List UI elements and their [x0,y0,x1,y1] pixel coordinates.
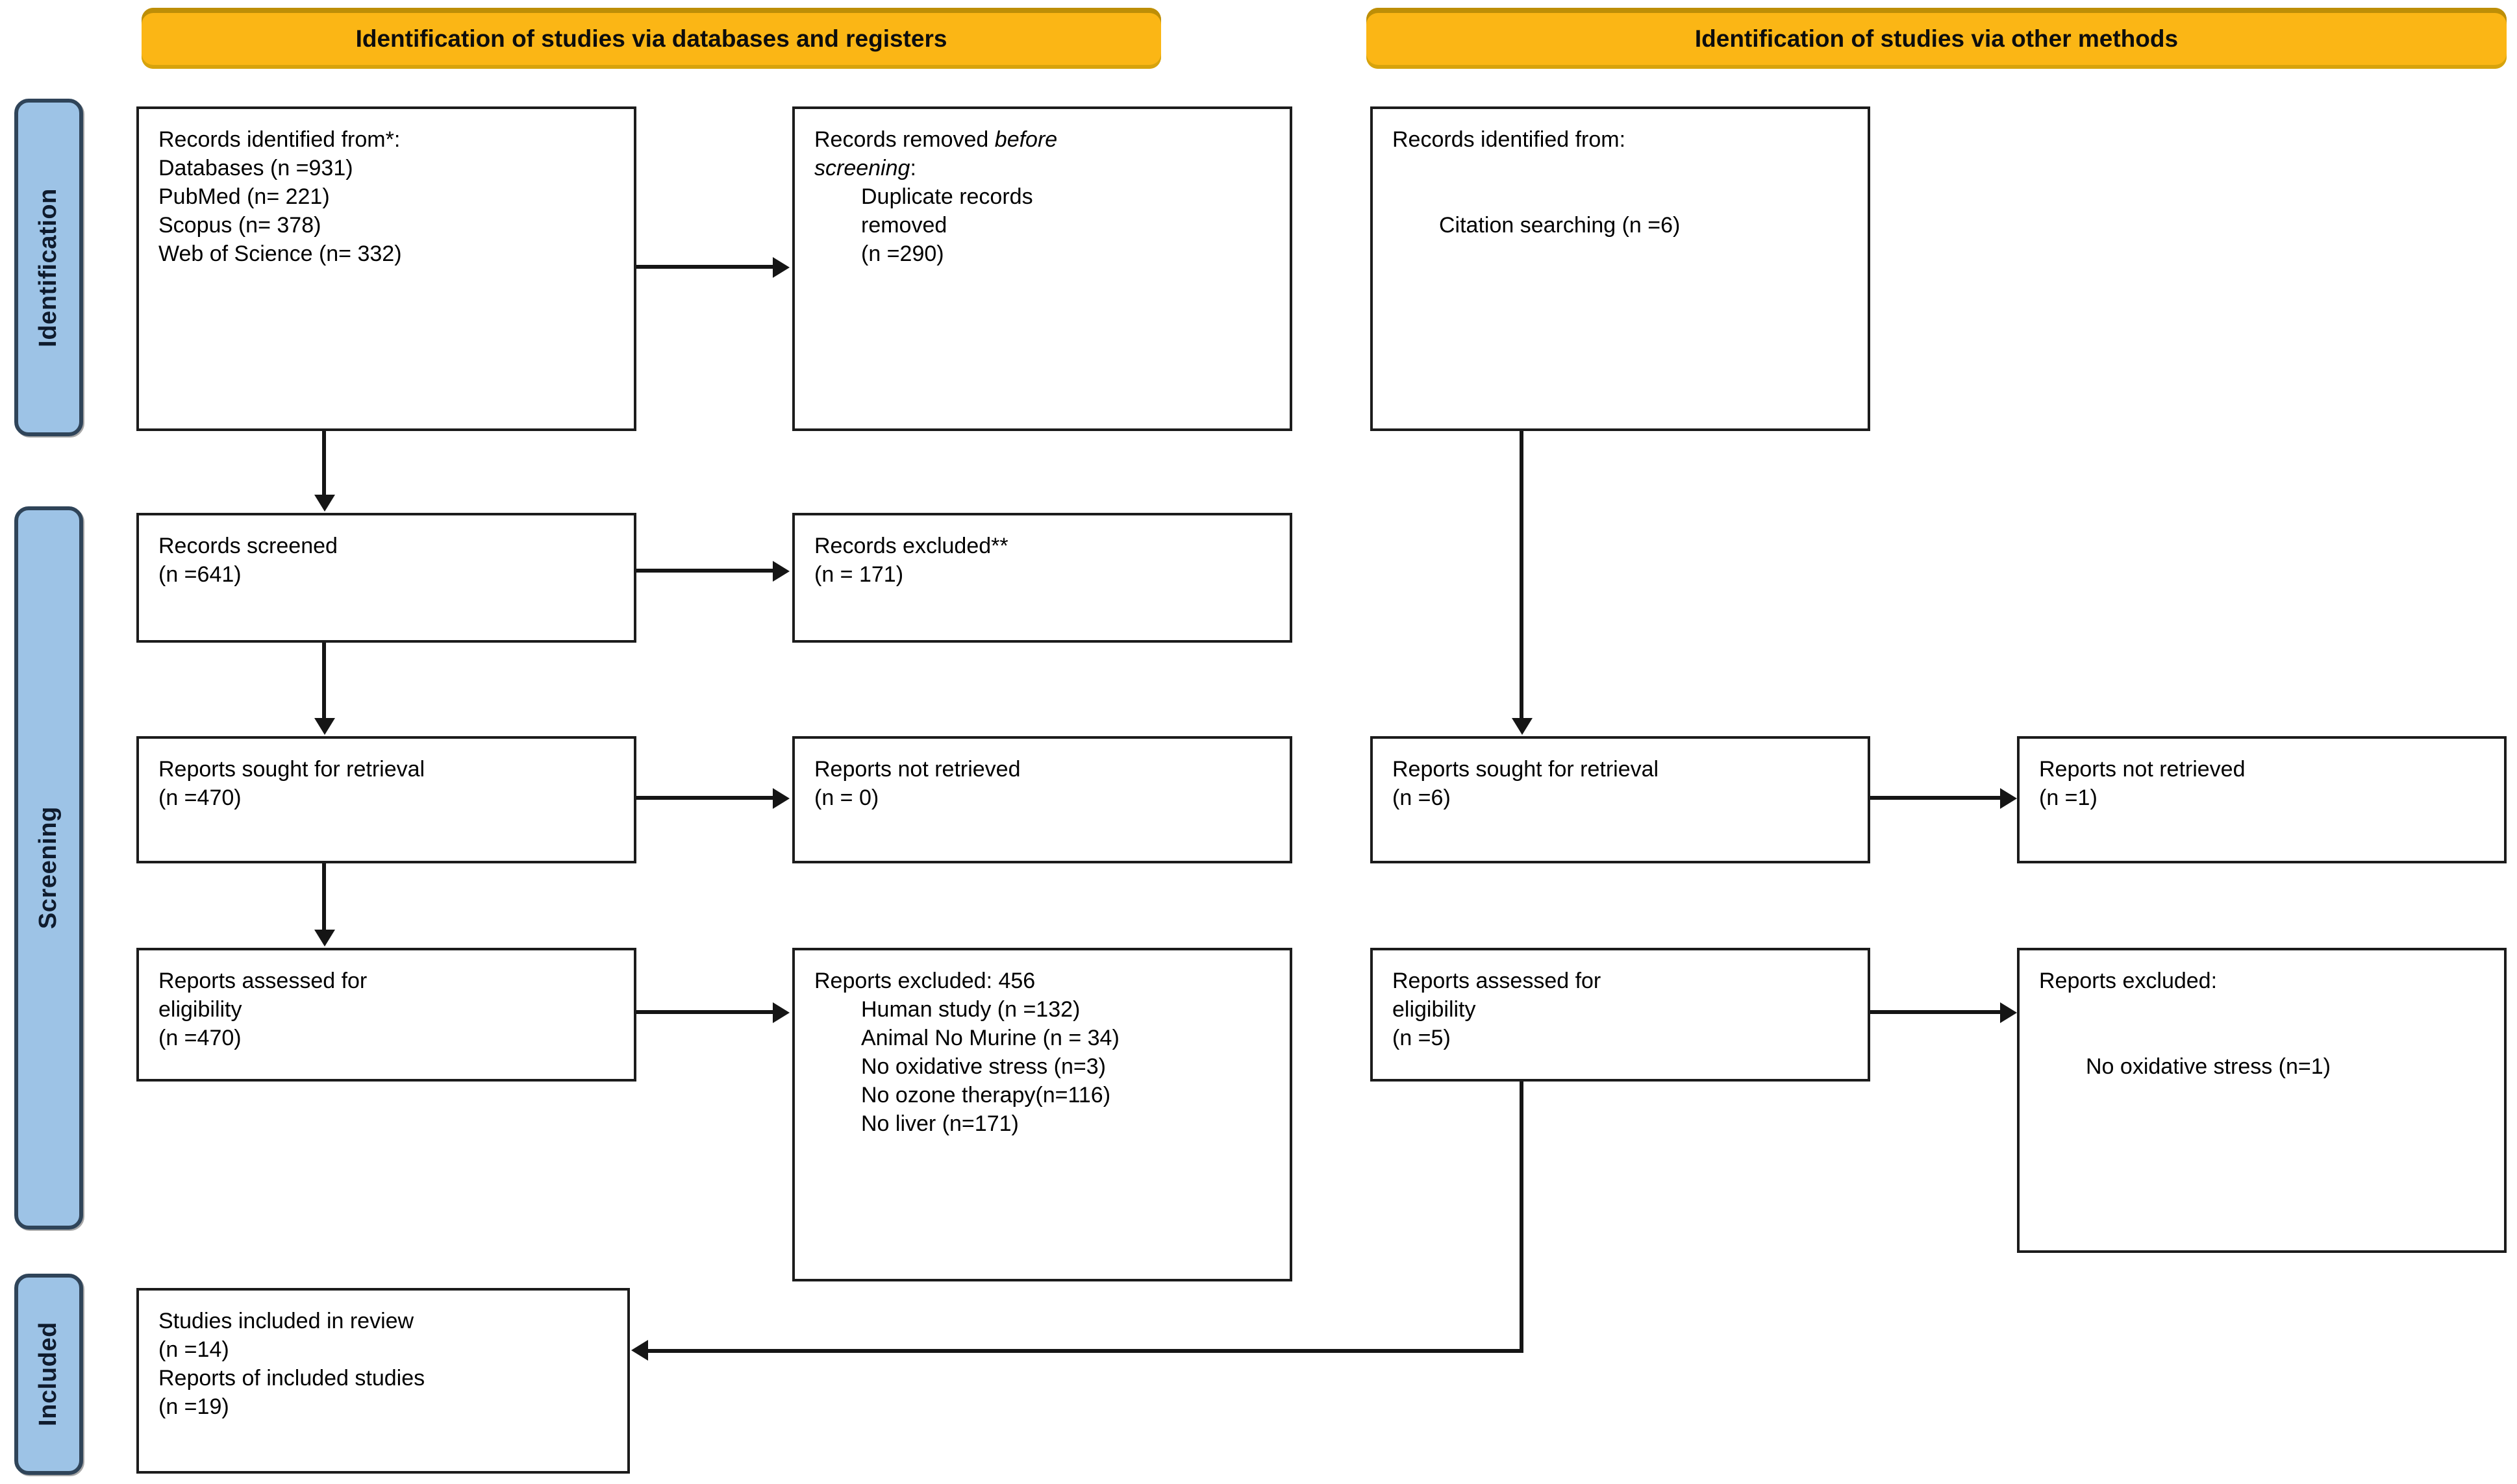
stage-label-included-text: Included [34,1322,62,1427]
box-reports-assessed-databases: Reports assessed for eligibility (n =470) [136,948,636,1082]
arrow-screened-to-excluded-shaft [636,569,774,573]
arrow-assessed-other-to-excluded-head [2000,1002,2017,1023]
arrow-assessed-db-to-excluded-shaft [636,1010,774,1014]
connector-assessed-other-left-shaft [647,1349,1523,1353]
stage-label-included [14,1274,83,1475]
arrow-identified-other-to-sought-shaft [1520,431,1523,718]
arrow-identified-db-to-screened-shaft [322,431,326,495]
arrow-assessed-db-to-excluded-head [773,1002,790,1023]
box-records-excluded: Records excluded** (n = 171) [792,513,1292,643]
box-records-removed-before-screening: Records removed before screening: Duplicate records removed (n =290) [792,106,1292,431]
arrow-identified-db-to-removed-head [773,257,790,278]
arrow-identified-db-to-removed-shaft [636,265,774,269]
box-records-identified-databases: Records identified from*: Databases (n =931) PubMed (n= 221) Scopus (n= 378) Web of Science (n= 332) [136,106,636,431]
stage-label-identification-text: Identification [34,188,62,347]
arrow-screened-to-excluded-head [773,561,790,582]
arrow-sought-db-to-assessed-head [314,930,335,946]
arrow-identified-db-to-screened-head [314,495,335,512]
box-reports-sought-other: Reports sought for retrieval (n =6) [1370,736,1870,863]
box-records-screened: Records screened (n =641) [136,513,636,643]
header-databases-registers [142,8,1161,69]
arrow-assessed-other-to-excluded-shaft [1870,1010,2001,1014]
box-reports-excluded-other: Reports excluded: No oxidative stress (n=1) [2017,948,2507,1253]
arrow-screened-to-sought-head [314,718,335,735]
header-databases-registers-label: Identification of studies via databases and registers [355,24,947,51]
box-reports-not-retrieved-other: Reports not retrieved (n =1) [2017,736,2507,863]
stage-label-screening [14,506,83,1230]
box-reports-not-retrieved-databases: Reports not retrieved (n = 0) [792,736,1292,863]
arrow-sought-db-to-not-retrieved-head [773,788,790,809]
box-reports-excluded-databases: Reports excluded: 456 Human study (n =132) Animal No Murine (n = 34) No oxidative stress (n=3) No ozone therapy(n=116) No liver (n=171) [792,948,1292,1281]
box-reports-sought-databases: Reports sought for retrieval (n =470) [136,736,636,863]
header-other-methods-label: Identification of studies via other methods [1694,24,2179,51]
header-other-methods [1366,8,2507,69]
box-studies-included: Studies included in review (n =14) Reports of included studies (n =19) [136,1288,630,1474]
arrow-screened-to-sought-shaft [322,643,326,718]
stage-label-screening-text: Screening [34,806,62,930]
arrow-sought-other-to-not-retrieved-head [2000,788,2017,809]
box-records-identified-other: Records identified from: Citation searching (n =6) [1370,106,1870,431]
arrow-sought-db-to-not-retrieved-shaft [636,796,774,800]
box-reports-assessed-other: Reports assessed for eligibility (n =5) [1370,948,1870,1082]
arrow-identified-other-to-sought-head [1512,718,1533,735]
connector-assessed-other-to-included-head [631,1340,648,1361]
arrow-sought-other-to-not-retrieved-shaft [1870,796,2001,800]
stage-label-identification [14,99,83,436]
connector-assessed-other-down-shaft [1520,1082,1523,1353]
arrow-sought-db-to-assessed-shaft [322,863,326,930]
